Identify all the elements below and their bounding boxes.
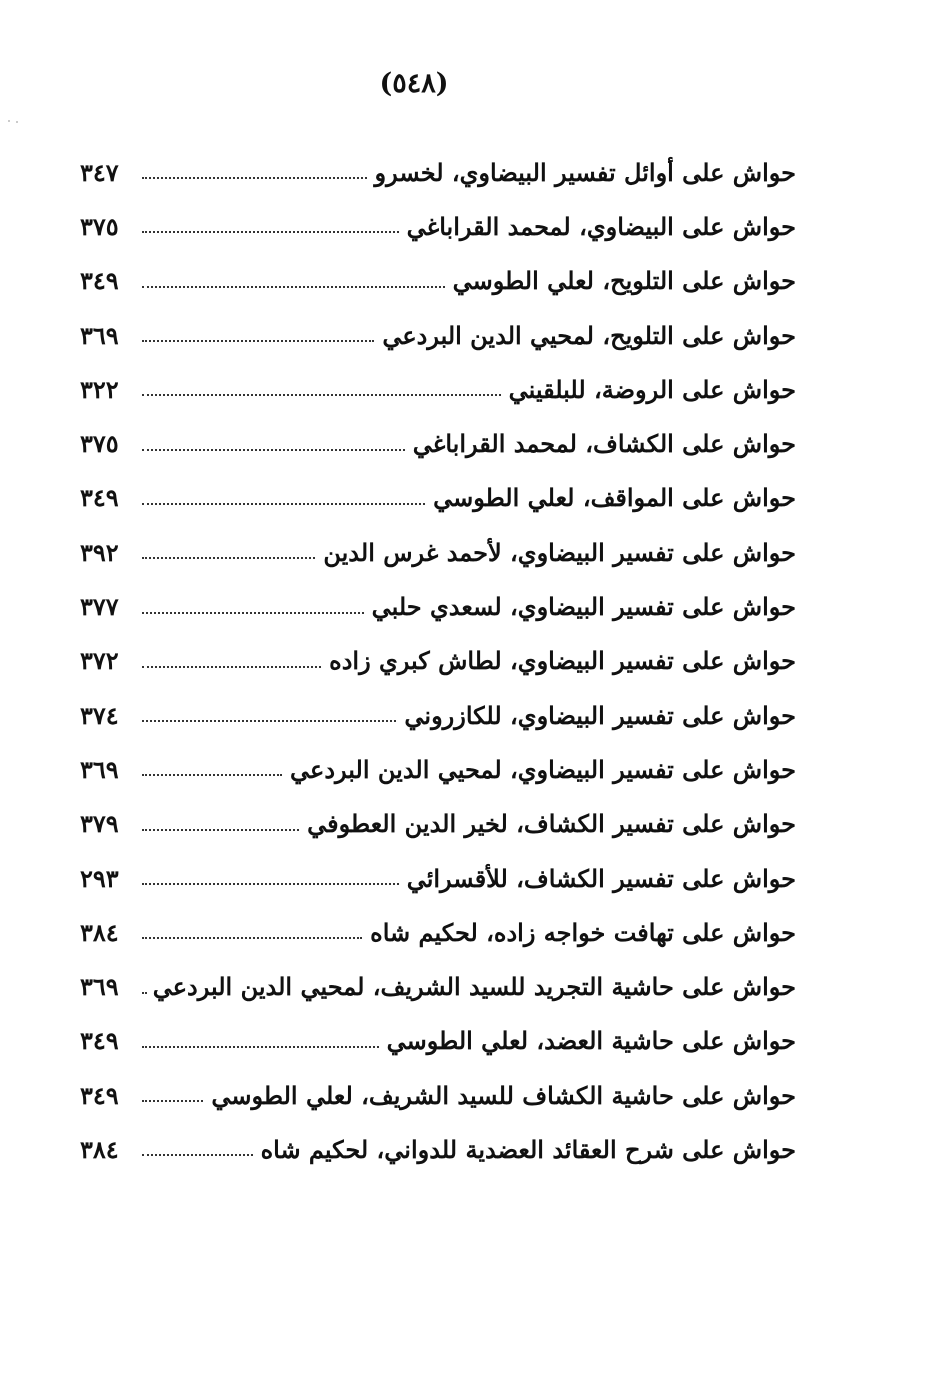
index-entry (80, 634, 796, 688)
dot-leader (142, 612, 364, 614)
entry-page-number: ٣٢٢ (80, 374, 119, 404)
dot-leader (142, 774, 282, 776)
entry-page-number: ٣٦٩ (80, 320, 119, 350)
entry-page-number: ٣٨٤ (80, 1134, 119, 1164)
dot-leader (142, 286, 445, 288)
entry-page-number: ٣٤٩ (80, 266, 119, 296)
entry-title: حواش على المواقف، لعلي الطوسي (433, 483, 796, 513)
dot-leader (142, 937, 362, 939)
entry-title: حواش على تفسير الكشاف، لخير الدين العطوفي (307, 809, 796, 839)
entry-title: حواش على شرح العقائد العضدية للدواني، لحكيم شاه (260, 1134, 796, 1164)
entry-page-number: ٣٦٩ (80, 972, 119, 1002)
entry-page-number: ٢٩٣ (80, 863, 119, 893)
index-entry (80, 362, 796, 416)
entry-title: حواش على حاشية الكشاف للسيد الشريف، لعلي الطوسي (211, 1080, 796, 1110)
entry-title: حواش على تفسير البيضاوي، للكازروني (404, 700, 796, 730)
page-number: (٥٤٨) (379, 68, 449, 99)
entry-page-number: ٣٧٥ (80, 211, 119, 241)
entry-page-number: ٣٤٧ (80, 157, 119, 187)
entry-title: حواش على الروضة، للبلقيني (508, 374, 796, 404)
dot-leader (142, 666, 321, 668)
entry-page-number: ٣٤٩ (80, 1080, 119, 1110)
index-entry (80, 905, 796, 959)
entry-title: حواش على تهافت خواجه زاده، لحكيم شاه (370, 917, 796, 947)
index-entry (80, 851, 796, 905)
index-entry (80, 797, 796, 851)
index-entry (80, 525, 796, 579)
dot-leader (142, 883, 399, 885)
entry-page-number: ٣٤٩ (80, 483, 119, 513)
entry-page-number: ٣٧٢ (80, 646, 119, 676)
entry-page-number: ٣٧٧ (80, 592, 119, 622)
entry-page-number: ٣٨٤ (80, 917, 119, 947)
dot-leader (142, 1154, 253, 1156)
index-entry (80, 1068, 796, 1122)
index-entry (80, 688, 796, 742)
dot-leader (142, 177, 367, 179)
index-entry (80, 959, 796, 1013)
dot-leader (142, 992, 145, 994)
index-entry (80, 199, 796, 253)
dot-leader (142, 231, 399, 233)
entry-page-number: ٣٧٥ (80, 429, 119, 459)
entry-page-number: ٣٧٤ (80, 700, 119, 730)
entry-title: حواش على تفسير البيضاوي، لسعدي حلبي (371, 592, 796, 622)
dot-leader (142, 1046, 379, 1048)
entry-page-number: ٣٦٩ (80, 754, 119, 784)
dot-leader (142, 1100, 203, 1102)
entry-title: حواش على تفسير البيضاوي، لطاش كبري زاده (329, 646, 796, 676)
dot-leader (142, 449, 405, 451)
dot-leader (142, 720, 396, 722)
entry-title: حواش على تفسير الكشاف، للأقسرائي (406, 863, 796, 893)
dot-leader (142, 394, 501, 396)
index-entry (80, 471, 796, 525)
entry-title: حواش على تفسير البيضاوي، لمحيي الدين البردعي (290, 754, 796, 784)
entry-title: حواش على التلويح، لمحيي الدين البردعي (382, 320, 796, 350)
index-entry (80, 579, 796, 633)
index-entry (80, 254, 796, 308)
entry-title: حواش على البيضاوي، لمحمد القراباغي (406, 211, 796, 241)
index-entries-list (80, 145, 796, 1177)
entry-title: حواش على التلويح، لعلي الطوسي (452, 266, 796, 296)
dot-leader (142, 557, 315, 559)
scan-speck (16, 121, 18, 123)
entry-page-number: ٣٩٢ (80, 537, 119, 567)
entry-title: حواش على حاشية العضد، لعلي الطوسي (386, 1026, 796, 1056)
index-entry (80, 1014, 796, 1068)
dot-leader (142, 503, 425, 505)
scan-speck (8, 120, 10, 122)
index-entry (80, 742, 796, 796)
entry-title: حواش على حاشية التجريد للسيد الشريف، لمحيي الدين البردعي (152, 972, 796, 1002)
index-entry (80, 1122, 796, 1176)
dot-leader (142, 829, 299, 831)
entry-title: حواش على تفسير البيضاوي، لأحمد غرس الدين (323, 537, 796, 567)
index-entry (80, 416, 796, 470)
entry-page-number: ٣٧٩ (80, 809, 119, 839)
index-entry (80, 145, 796, 199)
entry-page-number: ٣٤٩ (80, 1026, 119, 1056)
index-entry (80, 308, 796, 362)
dot-leader (142, 340, 374, 342)
entry-title: حواش على الكشاف، لمحمد القراباغي (412, 429, 796, 459)
entry-title: حواش على أوائل تفسير البيضاوي، لخسرو (374, 157, 796, 187)
